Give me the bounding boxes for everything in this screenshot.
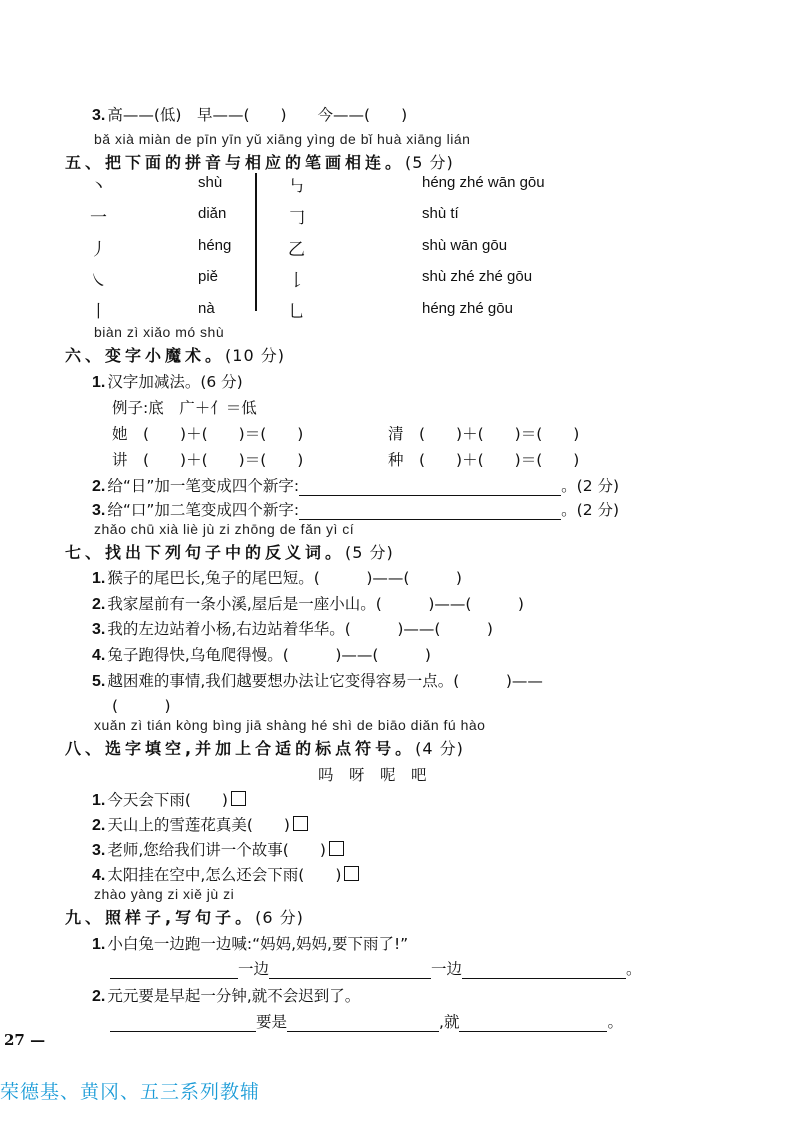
word-choices: 吗 呀 呢 吧 bbox=[318, 766, 427, 784]
sentence-end: 。 bbox=[626, 960, 642, 978]
answer-line[interactable] bbox=[299, 503, 561, 520]
s7-item-1 bbox=[92, 566, 462, 588]
fill-word: 要是 bbox=[256, 1013, 288, 1031]
question-text: 太阳挂在空中,怎么还会下雨( ) bbox=[107, 866, 342, 884]
stroke-right-2: 𠃌 bbox=[288, 208, 305, 228]
section-5-title bbox=[65, 150, 454, 173]
s6-row2-right: 种 ( )＋( )＝( ) bbox=[388, 451, 580, 469]
section-score: (5 分) bbox=[405, 153, 454, 172]
question-number: 3. bbox=[92, 502, 106, 519]
question-number: 2. bbox=[92, 478, 106, 495]
punctuation-box[interactable] bbox=[329, 841, 344, 856]
section-title-text: 九、照样子,写句子。 bbox=[65, 908, 256, 927]
s6-question-1 bbox=[92, 370, 243, 392]
question-text: 汉字加减法。(6 分) bbox=[107, 373, 243, 391]
stroke-right-3: 乙 bbox=[288, 240, 305, 260]
s9-question-2 bbox=[92, 984, 360, 1006]
section-score: (4 分) bbox=[415, 739, 464, 758]
s7-item-3 bbox=[92, 617, 493, 639]
s9-question-1 bbox=[92, 932, 408, 954]
section-title-text: 五、把下面的拼音与相应的笔画相连。 bbox=[65, 153, 406, 172]
stroke-name-3: shù wān gōu bbox=[422, 237, 508, 254]
question-text: 老师,您给我们讲一个故事( ) bbox=[107, 841, 326, 859]
question-text: 今天会下雨( ) bbox=[107, 791, 228, 809]
s9-answer-1 bbox=[110, 957, 642, 979]
stroke-right-1: ㇉ bbox=[288, 177, 305, 197]
pinyin-left-1: shù bbox=[198, 174, 223, 191]
s8-item-1 bbox=[92, 788, 246, 810]
question-score: 。(2 分) bbox=[561, 501, 620, 519]
question-number: 3. bbox=[92, 621, 106, 638]
pinyin-left-4: piě bbox=[198, 268, 219, 285]
stroke-name-2: shù tí bbox=[422, 205, 459, 222]
stroke-name-4: shù zhé zhé gōu bbox=[422, 268, 533, 285]
stroke-left-5: 丨 bbox=[90, 302, 107, 322]
stroke-name-1: héng zhé wān gōu bbox=[422, 174, 545, 191]
question-text: 我的左边站着小杨,右边站着华华。( )——( ) bbox=[107, 620, 493, 638]
answer-line[interactable] bbox=[269, 962, 431, 979]
fill-word: 一边 bbox=[431, 960, 463, 978]
stroke-left-2: 一 bbox=[90, 208, 107, 228]
pinyin-left-5: nà bbox=[198, 300, 215, 317]
fill-word: ,就 bbox=[439, 1013, 460, 1031]
s6-row1-left: 她 ( )＋( )＝( ) bbox=[112, 425, 304, 443]
section-9-title bbox=[65, 905, 304, 928]
s7-item-2 bbox=[92, 592, 524, 614]
stroke-right-4: 𠄌 bbox=[288, 271, 305, 291]
question-text: 元元要是早起一分钟,就不会迟到了。 bbox=[107, 987, 361, 1005]
stroke-left-4: ㇏ bbox=[90, 271, 107, 291]
question-text: 小白兔一边跑一边喊:“妈妈,妈妈,要下雨了!” bbox=[107, 935, 409, 953]
question-number: 3. bbox=[92, 842, 106, 859]
question-number: 2. bbox=[92, 596, 106, 613]
section-6-pinyin: biàn zì xiǎo mó shù bbox=[94, 324, 225, 340]
fill-word: 一边 bbox=[238, 960, 270, 978]
stroke-left-1: 丶 bbox=[90, 177, 107, 197]
s9-answer-2 bbox=[110, 1010, 623, 1032]
stroke-right-5: 乚 bbox=[288, 302, 305, 322]
question-text: 天山上的雪莲花真美( ) bbox=[107, 816, 290, 834]
s7-item-5-continued: ( ) bbox=[112, 697, 171, 715]
s8-item-2 bbox=[92, 813, 308, 835]
punctuation-box[interactable] bbox=[231, 791, 246, 806]
question-number: 1. bbox=[92, 570, 106, 587]
s8-item-3 bbox=[92, 838, 344, 860]
question-number: 1. bbox=[92, 936, 106, 953]
column-divider bbox=[255, 173, 257, 311]
brand-text: 荣德基、黄冈、五三系列教辅 bbox=[0, 1081, 261, 1103]
section-8-title bbox=[65, 736, 464, 759]
section-7-title bbox=[65, 540, 394, 563]
answer-line[interactable] bbox=[459, 1015, 607, 1032]
stroke-name-5: héng zhé gōu bbox=[422, 300, 513, 317]
question-3-top bbox=[92, 103, 407, 125]
section-8-pinyin: xuǎn zì tián kòng bìng jiā shàng hé shì de biāo diǎn fú hào bbox=[94, 717, 486, 733]
stroke-left-3: 丿 bbox=[90, 240, 107, 260]
section-title-text: 六、变字小魔术。 bbox=[65, 346, 226, 365]
question-number: 2. bbox=[92, 988, 106, 1005]
section-score: (10 分) bbox=[225, 346, 285, 365]
question-number: 3. bbox=[92, 107, 106, 124]
section-score: (6 分) bbox=[255, 908, 304, 927]
s6-row1-right: 清 ( )＋( )＝( ) bbox=[388, 425, 580, 443]
answer-line[interactable] bbox=[462, 962, 626, 979]
s8-item-4 bbox=[92, 863, 359, 885]
answer-line[interactable] bbox=[287, 1015, 439, 1032]
sentence-end: 。 bbox=[607, 1013, 623, 1031]
question-score: 。(2 分) bbox=[561, 477, 620, 495]
section-9-pinyin: zhào yàng zi xiě jù zi bbox=[94, 886, 235, 902]
answer-line[interactable] bbox=[110, 1015, 256, 1032]
question-text: 给“日”加一笔变成四个新字: bbox=[107, 477, 300, 495]
question-number: 1. bbox=[92, 792, 106, 809]
question-number: 2. bbox=[92, 817, 106, 834]
s6-example: 例子:底 广＋亻＝低 bbox=[112, 399, 257, 417]
section-score: (5 分) bbox=[345, 543, 394, 562]
question-text: 兔子跑得快,乌龟爬得慢。( )——( ) bbox=[107, 646, 431, 664]
s6-row2-left: 讲 ( )＋( )＝( ) bbox=[112, 451, 304, 469]
question-text: 猴子的尾巴长,兔子的尾巴短。( )——( ) bbox=[107, 569, 462, 587]
question-number: 4. bbox=[92, 647, 106, 664]
section-5-pinyin: bǎ xià miàn de pīn yīn yǔ xiāng yìng de bǐ huà xiāng lián bbox=[94, 131, 471, 147]
section-title-text: 七、找出下列句子中的反义词。 bbox=[65, 543, 346, 562]
page-number: 27 — bbox=[4, 1031, 46, 1049]
question-text: 给“口”加二笔变成四个新字: bbox=[107, 501, 300, 519]
s6-question-2 bbox=[92, 474, 619, 496]
pinyin-left-3: héng bbox=[198, 237, 232, 254]
question-number: 4. bbox=[92, 867, 106, 884]
punctuation-box[interactable] bbox=[344, 866, 359, 881]
question-text: 高——(低) 早——( ) 今——( ) bbox=[107, 106, 408, 124]
answer-line[interactable] bbox=[299, 479, 561, 496]
section-6-title bbox=[65, 343, 285, 366]
question-text: 我家屋前有一条小溪,屋后是一座小山。( )——( ) bbox=[107, 595, 524, 613]
question-number: 5. bbox=[92, 673, 106, 690]
answer-line[interactable] bbox=[110, 962, 238, 979]
s7-item-5 bbox=[92, 669, 543, 691]
pinyin-left-2: diǎn bbox=[198, 205, 227, 222]
question-text: 越困难的事情,我们越要想办法让它变得容易一点。( )—— bbox=[107, 672, 543, 690]
question-number: 1. bbox=[92, 374, 106, 391]
section-title-text: 八、选字填空,并加上合适的标点符号。 bbox=[65, 739, 416, 758]
s6-question-3 bbox=[92, 498, 619, 520]
section-7-pinyin: zhǎo chū xià liè jù zi zhōng de fǎn yì cí bbox=[94, 521, 355, 537]
punctuation-box[interactable] bbox=[293, 816, 308, 831]
s7-item-4 bbox=[92, 643, 431, 665]
